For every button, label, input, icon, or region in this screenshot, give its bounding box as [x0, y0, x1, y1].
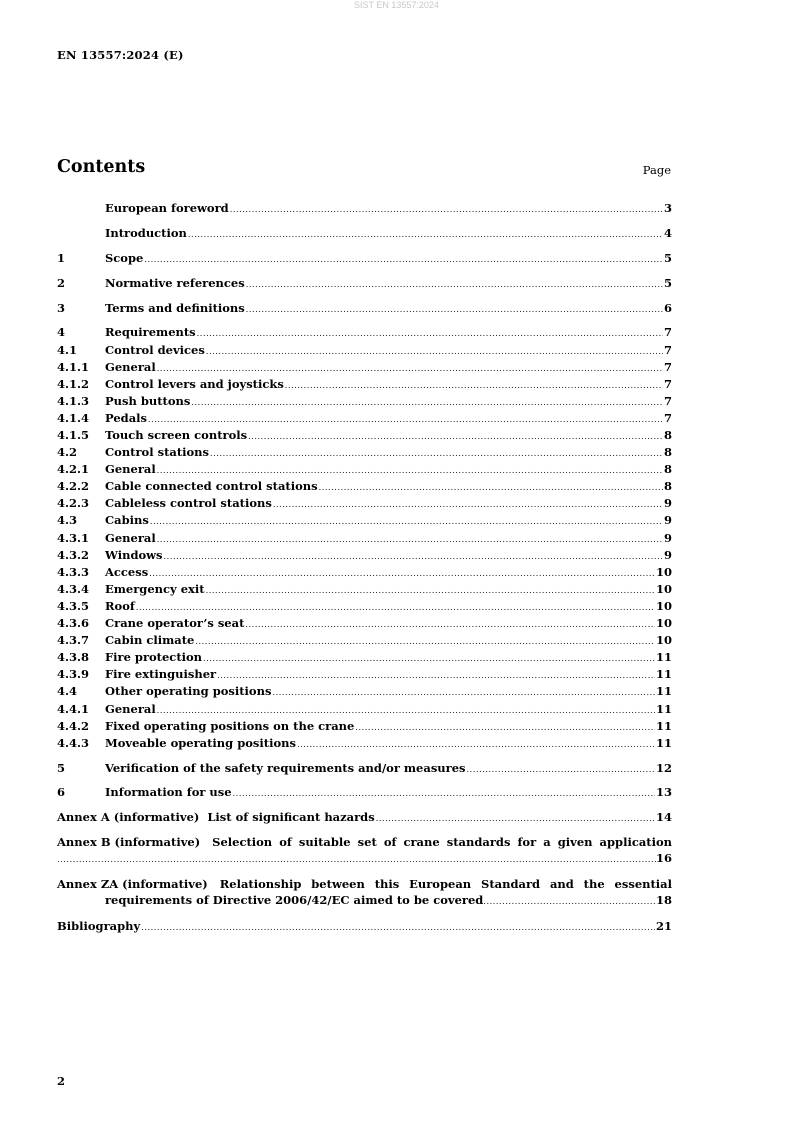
toc-number: 1 [57, 250, 66, 265]
toc-entry-scope[interactable] [57, 250, 672, 267]
dot-leader [285, 377, 663, 394]
toc-title: General [105, 359, 156, 374]
toc-page: 14 [655, 810, 672, 825]
toc-entry-annex-b[interactable] [57, 834, 672, 868]
toc-title: Cabin climate [105, 633, 195, 648]
toc-entry-pedals[interactable] [57, 410, 672, 427]
toc-title: Annex A (informative) List of significant hazards [57, 810, 375, 825]
dot-leader [141, 919, 655, 936]
toc-page: 7 [663, 376, 672, 391]
toc-entry-cableless-control-stations[interactable] [57, 495, 672, 512]
toc-entry-other-operating-positions[interactable] [57, 683, 672, 700]
dot-leader [217, 667, 655, 684]
toc-title: Scope [105, 250, 144, 265]
toc-title: Fire extinguisher [105, 667, 217, 682]
toc-page: 8 [663, 479, 672, 494]
toc-number: 3 [57, 300, 66, 315]
toc-title: Fixed operating positions on the crane [105, 718, 355, 733]
toc-page: 10 [655, 564, 672, 579]
toc-number: 6 [57, 785, 66, 800]
dot-leader [157, 531, 663, 548]
dot-leader [246, 301, 663, 318]
toc-entry-control-stations-general[interactable] [57, 461, 672, 478]
toc-page: 7 [663, 325, 672, 340]
dot-leader [188, 226, 663, 243]
toc-number: 4.3.6 [57, 616, 90, 631]
toc-number: 4.3.2 [57, 547, 90, 562]
contents-title: Contents [57, 157, 146, 177]
dot-leader [210, 445, 663, 462]
toc-page: 11 [655, 701, 672, 716]
toc-entry-control-levers[interactable] [57, 376, 672, 393]
toc-title: Emergency exit [105, 581, 205, 596]
dot-leader [272, 684, 655, 701]
toc-page: 10 [655, 598, 672, 613]
dot-leader [203, 650, 655, 667]
toc-page: 18 [655, 893, 672, 908]
annex-title: Selection of suitable set of crane standards for a given application [212, 835, 672, 850]
toc-page: 7 [663, 410, 672, 425]
page-number: 2 [57, 1074, 66, 1088]
document-id: EN 13557:2024 (E) [57, 48, 184, 62]
toc-number: 4.1 [57, 342, 78, 357]
toc-entry-control-devices-general[interactable] [57, 359, 672, 376]
toc-title: General [105, 530, 156, 545]
toc-entry-european-foreword[interactable] [57, 200, 672, 217]
toc-page: 8 [663, 462, 672, 477]
toc-entry-control-stations[interactable] [57, 444, 672, 461]
toc-page: 8 [663, 428, 672, 443]
toc-entry-annex-a[interactable] [57, 809, 672, 826]
toc-page: 16 [655, 851, 672, 866]
toc-entry-access[interactable] [57, 564, 672, 581]
annex-head: Annex ZA (informative) [57, 877, 208, 892]
dot-leader [230, 201, 663, 218]
toc-page: 7 [663, 359, 672, 374]
toc-page: 9 [663, 496, 672, 511]
toc-number: 4.2.2 [57, 479, 90, 494]
toc-number: 2 [57, 275, 66, 290]
toc-page: 4 [663, 225, 672, 240]
annex-head: Annex B (informative) [57, 835, 201, 850]
dot-leader [149, 565, 655, 582]
toc-page: 3 [663, 201, 672, 215]
toc-entry-cable-connected-control-stations[interactable] [57, 478, 672, 495]
annex-title: Relationship between this European Standard and the essential [219, 877, 672, 892]
toc-title: Control levers and joysticks [105, 376, 284, 391]
toc-title: Requirements [105, 325, 196, 340]
toc-page: 11 [655, 718, 672, 733]
toc-entry-roof[interactable] [57, 598, 672, 615]
toc-page: 9 [663, 547, 672, 562]
toc-number: 4.4.1 [57, 701, 90, 716]
toc-page: 6 [663, 300, 672, 315]
annex-title-continued: requirements of Directive 2006/42/EC aimed to be covered [105, 893, 484, 908]
toc-entry-control-devices[interactable] [57, 342, 672, 359]
toc-title: Crane operator’s seat [105, 616, 245, 631]
toc-title: General [105, 701, 156, 716]
toc-title: Pedals [105, 410, 147, 425]
dot-leader [144, 251, 663, 268]
dot-leader [206, 582, 655, 599]
toc-number: 4.2.1 [57, 462, 90, 477]
toc-number: 4.2.3 [57, 496, 90, 511]
toc-title: Push buttons [105, 393, 191, 408]
toc-entry-requirements[interactable] [57, 324, 672, 341]
toc-number: 4.4.2 [57, 718, 90, 733]
toc-page: 10 [655, 616, 672, 631]
toc-number: 4.3.4 [57, 581, 90, 596]
dot-leader [376, 810, 655, 827]
toc-number: 4.3.7 [57, 633, 90, 648]
toc-entry-cabins-general[interactable] [57, 530, 672, 547]
toc-title: Touch screen controls [105, 428, 248, 443]
toc-title: Information for use [105, 785, 232, 800]
toc-entry-operating-positions-general[interactable] [57, 701, 672, 718]
dot-leader [319, 479, 663, 496]
toc-title: Cable connected control stations [105, 479, 318, 494]
toc-title: Introduction [105, 225, 187, 240]
toc-title: Control devices [105, 342, 205, 357]
dot-leader [233, 785, 655, 802]
toc-title: Bibliography [57, 919, 141, 934]
dot-leader [197, 325, 663, 342]
toc-page: 7 [663, 342, 672, 357]
page-column-label: Page [642, 163, 671, 177]
toc-entry-cabins[interactable] [57, 512, 672, 529]
toc-entry-annex-za[interactable] [57, 876, 672, 910]
toc-page: 11 [655, 735, 672, 750]
toc-entry-fixed-operating-positions[interactable] [57, 718, 672, 735]
toc-page: 13 [655, 785, 672, 800]
toc-page: 11 [655, 667, 672, 682]
toc-entry-terms-and-definitions[interactable] [57, 300, 672, 317]
toc-number: 4.3.9 [57, 667, 90, 682]
toc-page: 5 [663, 250, 672, 265]
toc-title: Control stations [105, 445, 210, 460]
toc-page: 9 [663, 530, 672, 545]
dot-leader [297, 736, 655, 753]
toc-page: 10 [655, 581, 672, 596]
dot-leader [191, 394, 663, 411]
toc-title: Roof [105, 598, 135, 613]
toc-entry-windows[interactable] [57, 547, 672, 564]
toc-entry-information-for-use[interactable] [57, 784, 672, 801]
dot-leader [148, 411, 663, 428]
dot-leader [164, 548, 663, 565]
dot-leader [246, 276, 663, 293]
toc-page: 12 [655, 760, 672, 775]
toc-number: 4.4.3 [57, 735, 90, 750]
toc-entry-moveable-operating-positions[interactable] [57, 735, 672, 752]
dot-leader [245, 616, 655, 633]
toc-page: 21 [655, 919, 672, 934]
toc-number: 4 [57, 325, 66, 340]
toc-number: 4.1.5 [57, 428, 90, 443]
toc-page: 11 [655, 684, 672, 699]
toc-title: Cabins [105, 513, 149, 528]
toc-page: 10 [655, 633, 672, 648]
dot-leader [157, 360, 663, 377]
dot-leader [157, 462, 663, 479]
toc-page: 11 [655, 650, 672, 665]
toc-number: 4.3.5 [57, 598, 90, 613]
toc-number: 4.4 [57, 684, 78, 699]
toc-entry-emergency-exit[interactable] [57, 581, 672, 598]
toc-page: 9 [663, 513, 672, 528]
toc-title: Verification of the safety requirements and/or measures [105, 760, 466, 775]
toc-number: 4.3.1 [57, 530, 90, 545]
toc-number: 4.1.3 [57, 393, 90, 408]
toc-entry-bibliography[interactable] [57, 918, 672, 935]
toc-number: 5 [57, 760, 66, 775]
toc-title: Moveable operating positions [105, 735, 296, 750]
table-of-contents [57, 200, 672, 935]
dot-leader [157, 702, 655, 719]
dot-leader [150, 513, 663, 530]
toc-entry-verification[interactable] [57, 760, 672, 777]
toc-number: 4.2 [57, 445, 78, 460]
toc-page: 7 [663, 393, 672, 408]
dot-leader [483, 894, 656, 910]
toc-title: Fire protection [105, 650, 203, 665]
toc-number: 4.3 [57, 513, 78, 528]
toc-title: Terms and definitions [105, 300, 245, 315]
toc-title: General [105, 462, 156, 477]
toc-entry-push-buttons[interactable] [57, 393, 672, 410]
toc-entry-introduction[interactable] [57, 225, 672, 242]
dot-leader [467, 761, 655, 778]
dot-leader [206, 343, 663, 360]
dot-leader [136, 599, 655, 616]
dot-leader [273, 496, 663, 513]
toc-title: Windows [105, 547, 163, 562]
toc-entry-fire-protection[interactable] [57, 649, 672, 666]
watermark: SIST EN 13557:2024 [354, 0, 439, 10]
dot-leader [57, 852, 656, 868]
toc-entry-crane-operators-seat[interactable] [57, 615, 672, 632]
toc-title: Access [105, 564, 149, 579]
dot-leader [248, 428, 663, 445]
toc-entry-fire-extinguisher[interactable] [57, 666, 672, 683]
toc-page: 5 [663, 275, 672, 290]
toc-title: Normative references [105, 275, 245, 290]
toc-entry-touch-screen-controls[interactable] [57, 427, 672, 444]
toc-title: European foreword [105, 201, 229, 215]
toc-title: Cableless control stations [105, 496, 272, 511]
dot-leader [195, 633, 655, 650]
toc-number: 4.1.1 [57, 359, 90, 374]
toc-entry-normative-references[interactable] [57, 275, 672, 292]
toc-number: 4.1.2 [57, 376, 90, 391]
dot-leader [355, 719, 655, 736]
toc-number: 4.3.3 [57, 564, 90, 579]
toc-entry-cabin-climate[interactable] [57, 632, 672, 649]
toc-title: Other operating positions [105, 684, 272, 699]
toc-page: 8 [663, 445, 672, 460]
toc-number: 4.1.4 [57, 410, 90, 425]
toc-number: 4.3.8 [57, 650, 90, 665]
